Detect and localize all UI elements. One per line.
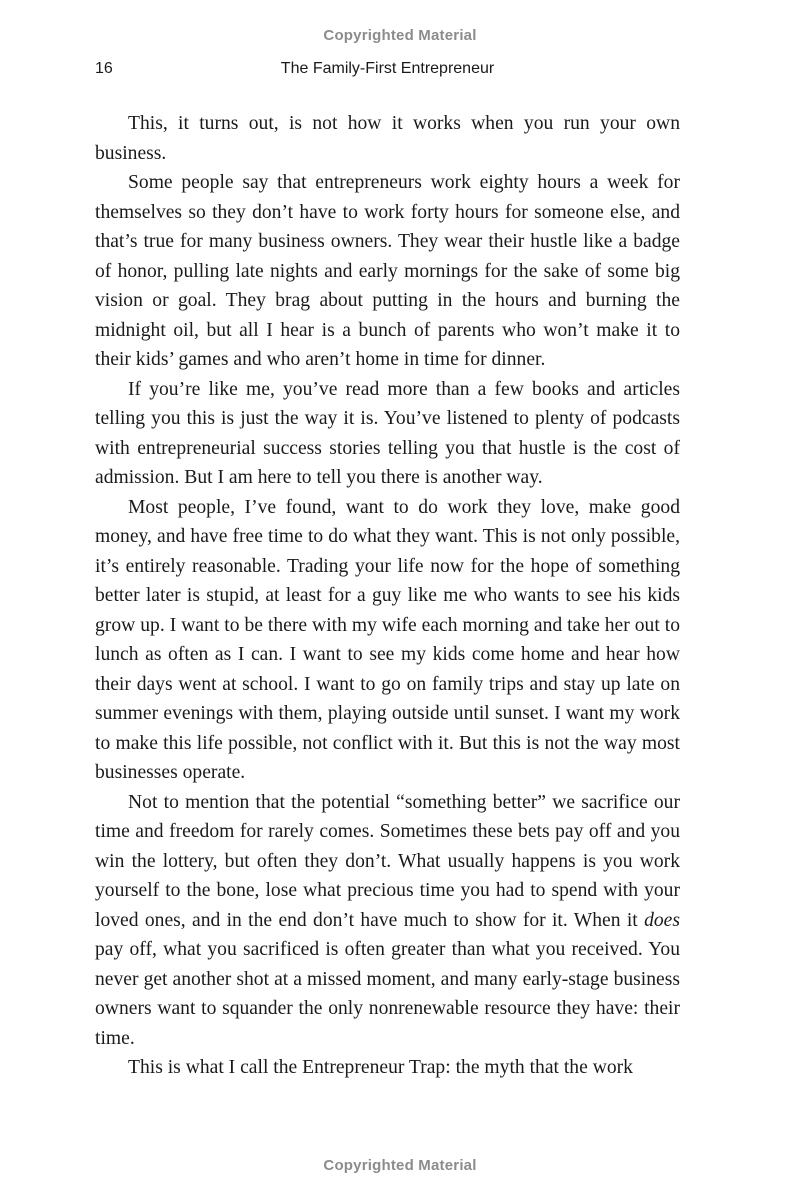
paragraph-text: pay off, what you sacrificed is often greater than what you received. You never get another shot at a missed moment, and many early-stage business owners want to squander the only nonrenewable resource they have: their time. [95,939,680,1049]
paragraph: Some people say that entrepreneurs work eighty hours a week for themselves so they don’t have to work forty hours for someone else, and that’s true for many business owners. They wear their hustle like a badge of honor, pulling late nights and early mornings for the sake of some big vision or goal. They brag about putting in the hours and burning the midnight oil, but all I hear is a bunch of parents who won’t make it to their kids’ games and who aren’t home in time for dinner. [95,172,680,370]
paragraph: Most people, I’ve found, want to do work they love, make good money, and have free time to do what they want. This is not only possible, it’s entirely reasonable. Trading your life now for the hope of something better later is stupid, at least for a guy like me who wants to see his kids grow up. I want to be there with my wife each morning and take her out to lunch as often as I can. I want to see my kids come home and hear how their days went at school. I want to go on family trips and stay up late on summer evenings with them, playing outside until sunset. I want my work to make this life possible, not conflict with it. But this is not the way most businesses operate. [95,496,680,783]
page-number: 16 [95,60,113,77]
copyright-watermark-bottom: Copyrighted Material [323,1157,477,1174]
copyright-watermark-top: Copyrighted Material [323,27,477,44]
paragraph: If you’re like me, you’ve read more than a few books and articles telling you this is just the way it is. You’ve listened to plenty of podcasts with entrepreneurial success stories telling you that hustle is the cost of admission. But I am here to tell you there is another way. [95,378,680,488]
paragraph-last-line: This is what I call the Entrepreneur Trap: the myth that the work [128,1057,633,1078]
running-head [95,60,680,82]
book-title: The Family-First Entrepreneur [280,60,495,77]
paragraph: This, it turns out, is not how it works when you run your own business. [95,113,680,164]
emphasis-text: does [644,909,680,931]
paragraph [95,788,680,1054]
paragraph-text: Not to mention that the potential “something better” we sacrifice our time and freedom for rarely comes. Sometimes these bets pay off and you win the lottery, but often they don’t. What usually happens is you work yourself to the bone, lose what precious time you had to spend with your loved ones, and in the end don’t have much to show for it. When it [95,791,680,931]
body-text [95,109,680,1083]
